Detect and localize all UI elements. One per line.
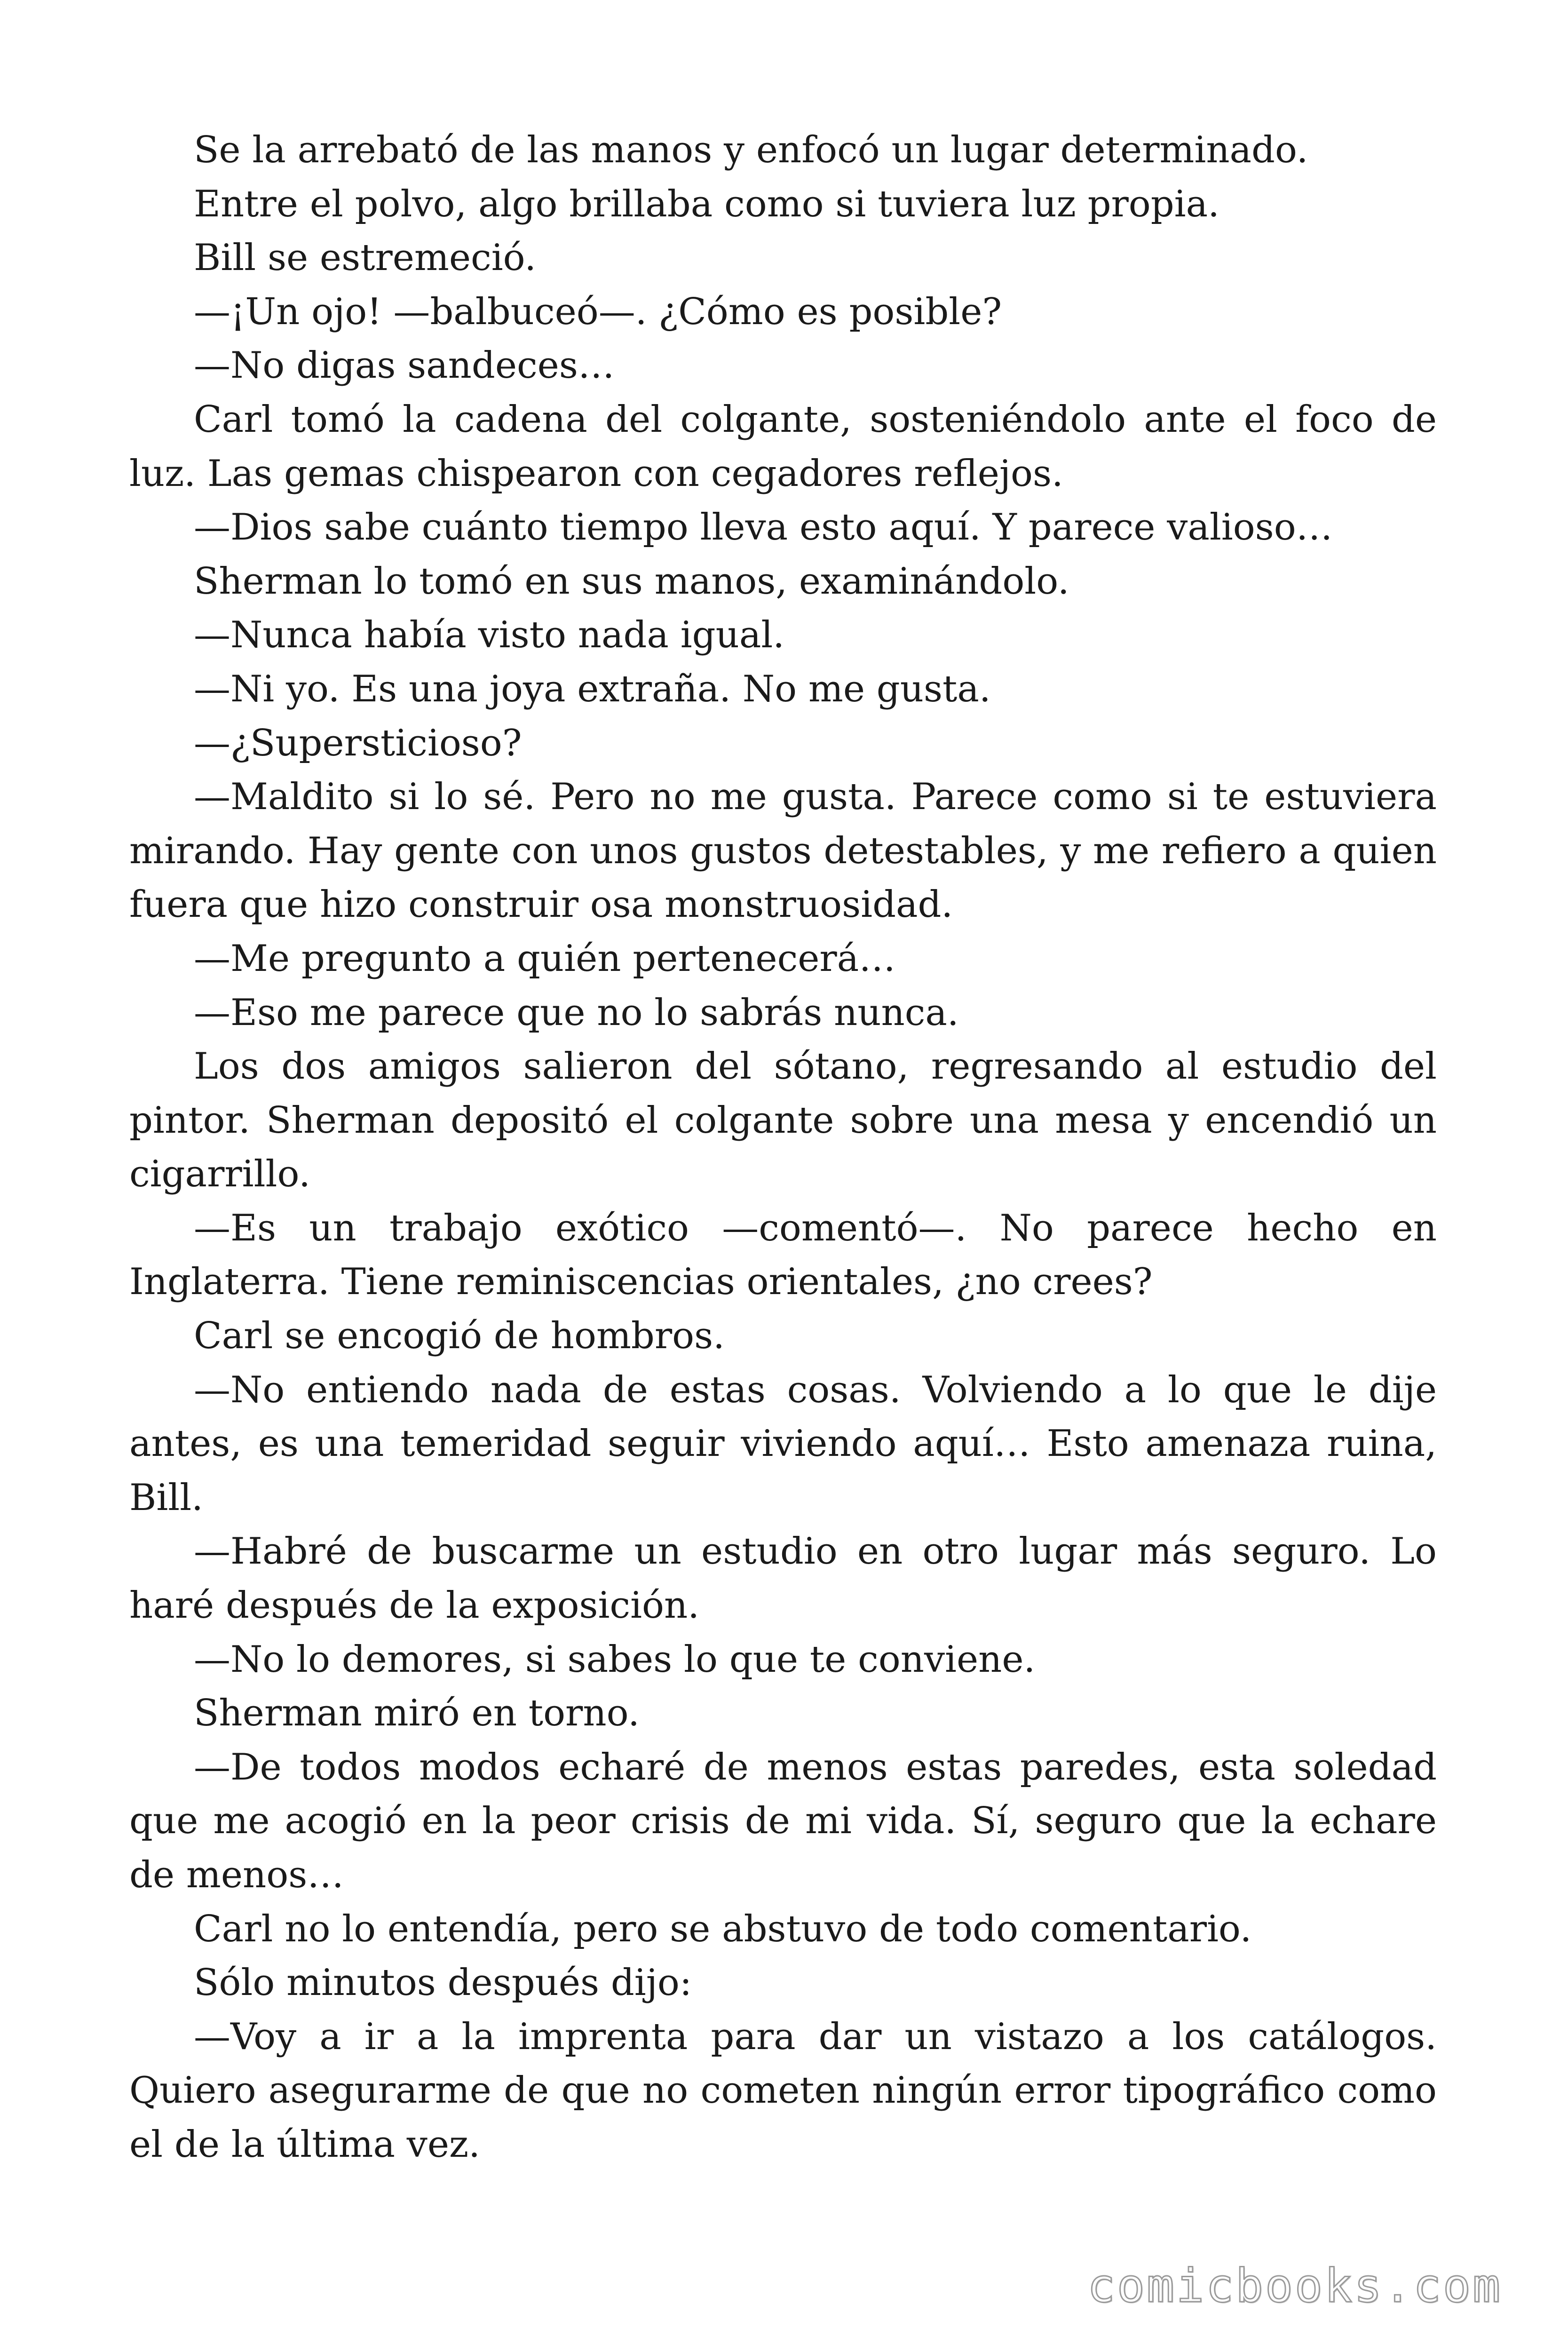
- paragraph: —¿Supersticioso?: [194, 722, 522, 764]
- paragraph: —De todos modos echaré de menos estas paredes, esta soledad que me acogió en la peor crisis de mi vida. Sí, seguro que la echare de menos…: [129, 1746, 1437, 1896]
- paragraph: —Nunca había visto nada igual.: [194, 614, 785, 657]
- paragraph: Entre el polvo, algo brillaba como si tuviera luz propia.: [194, 183, 1220, 225]
- paragraph: Sólo minutos después dijo:: [194, 1962, 692, 2004]
- paragraph: —Es un trabajo exótico —comentó—. No parece hecho en Inglaterra. Tiene reminiscencias orientales, ¿no crees?: [129, 1207, 1437, 1303]
- paragraph: —No entiendo nada de estas cosas. Volviendo a lo que le dije antes, es una temeridad seguir viviendo aquí… Esto amenaza ruina, Bill.: [129, 1368, 1437, 1519]
- paragraph: —Eso me parece que no lo sabrás nunca.: [194, 991, 959, 1034]
- paragraph: —Maldito si lo sé. Pero no me gusta. Parece como si te estuviera mirando. Hay gente con unos gustos detestables, y me refiero a quien fuera que hizo construir osa monstruosidad.: [129, 776, 1437, 926]
- paragraph: —Dios sabe cuánto tiempo lleva esto aquí. Y parece valioso…: [194, 506, 1333, 549]
- paragraph: —No lo demores, si sabes lo que te conviene.: [194, 1638, 1036, 1681]
- paragraph: Los dos amigos salieron del sótano, regresando al estudio del pintor. Sherman depositó el colgante sobre una mesa y encendió un cigarrillo.: [129, 1045, 1437, 1196]
- watermark: comicbooks.com: [1087, 2259, 1502, 2313]
- page-text: [129, 123, 1437, 2172]
- paragraph: Carl se encogió de hombros.: [194, 1315, 725, 1358]
- paragraph: —Voy a ir a la imprenta para dar un vistazo a los catálogos. Quiero asegurarme de que no cometen ningún error tipográfico como el de la última vez.: [129, 2015, 1437, 2166]
- paragraph: Sherman miró en torno.: [194, 1692, 640, 1735]
- paragraph: —Ni yo. Es una joya extraña. No me gusta.: [194, 667, 991, 710]
- paragraph: Bill se estremeció.: [194, 237, 537, 279]
- paragraph: Carl no lo entendía, pero se abstuvo de todo comentario.: [194, 1907, 1252, 1950]
- paragraph: Se la arrebató de las manos y enfocó un lugar determinado.: [194, 129, 1308, 171]
- paragraph: —Habré de buscarme un estudio en otro lugar más seguro. Lo haré después de la exposición.: [129, 1530, 1437, 1627]
- paragraph: Sherman lo tomó en sus manos, examinándolo.: [194, 560, 1069, 603]
- paragraph: —Me pregunto a quién pertenecerá…: [194, 937, 896, 980]
- paragraph: Carl tomó la cadena del colgante, sosteniéndolo ante el foco de luz. Las gemas chispearon con cegadores reflejos.: [129, 398, 1437, 495]
- paragraph: —¡Un ojo! —balbuceó—. ¿Cómo es posible?: [194, 290, 1002, 333]
- paragraph: —No digas sandeces…: [194, 344, 615, 387]
